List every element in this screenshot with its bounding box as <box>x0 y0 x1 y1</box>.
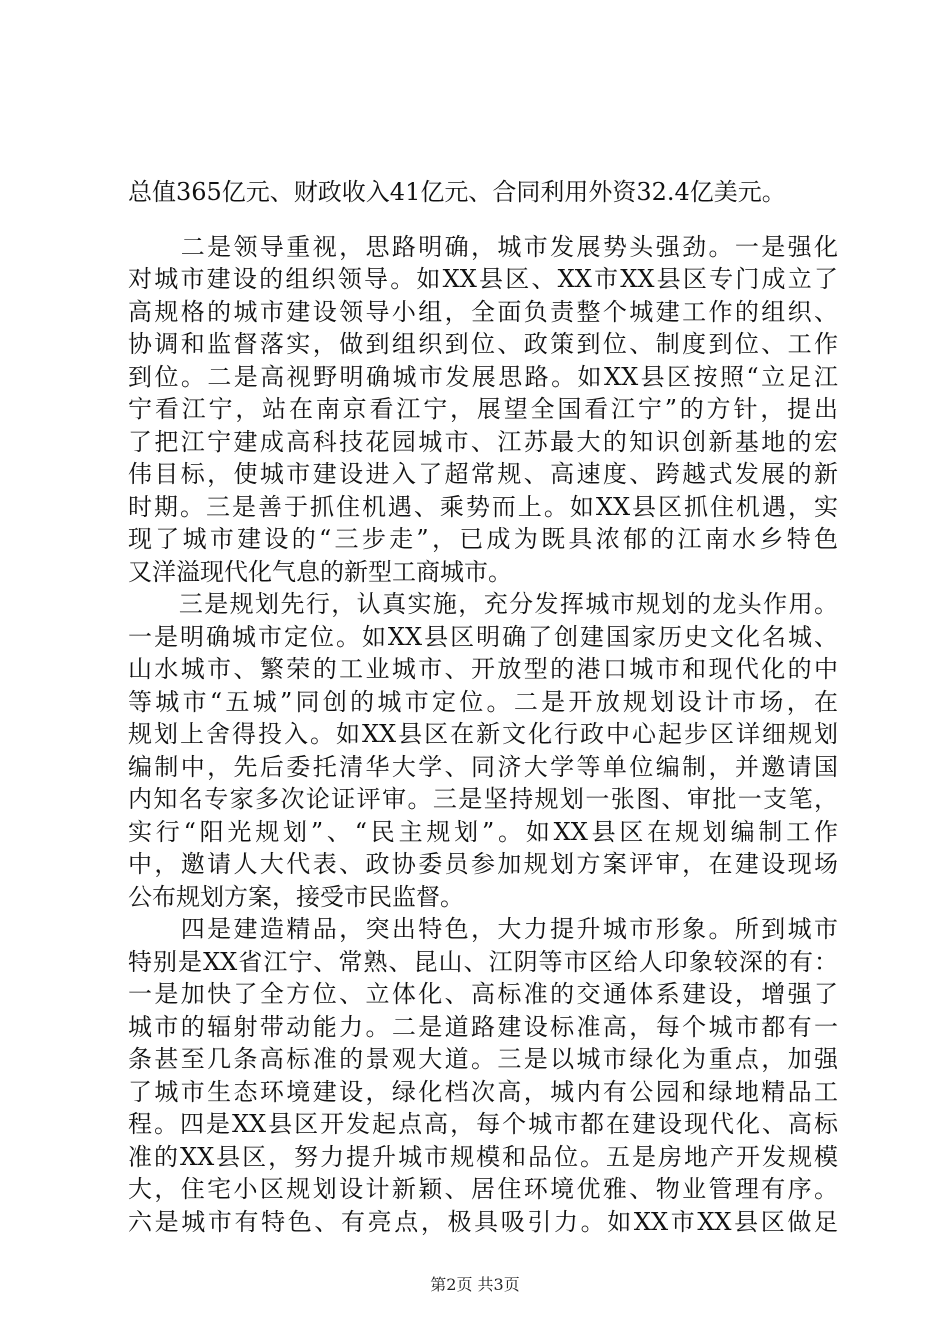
text-line: 了城市生态环境建设，绿化档次高，城内有公园和绿地精品工 <box>128 1077 838 1106</box>
text-line: 等城市“五城”同创的城市定位。二是开放规划设计市场，在 <box>128 687 838 716</box>
text-line: 协调和监督落实，做到组织到位、政策到位、制度到位、工作 <box>128 330 838 358</box>
text-line: 城市的辐射带动能力。二是道路建设标准高，每个城市都有一 <box>128 1012 838 1041</box>
text-line: 高规格的城市建设领导小组，全面负责整个城建工作的组织、 <box>128 297 838 326</box>
text-line: 条甚至几条高标准的景观大道。三是以城市绿化为重点，加强 <box>128 1045 838 1073</box>
text-line: 编制中，先后委托清华大学、同济大学等单位编制，并邀请国 <box>128 752 838 781</box>
text-line: 一是明确城市定位。如XX县区明确了创建国家历史文化名城、 <box>128 622 838 651</box>
text-line: 四是建造精品，突出特色，大力提升城市形象。所到城市 <box>128 915 838 943</box>
page-footer: 第2页 共3页 <box>430 1275 520 1294</box>
text-line: 公布规划方案，接受市民监督。 <box>128 882 464 911</box>
text-line: 伟目标，使城市建设进入了超常规、高速度、跨越式发展的新 <box>128 460 838 488</box>
text-line: 又洋溢现代化气息的新型工商城市。 <box>128 557 512 586</box>
body-text <box>128 176 838 1238</box>
text-line: 特别是XX省江宁、常熟、昆山、江阴等市区给人印象较深的有： <box>128 947 838 976</box>
paragraph-gap <box>128 209 838 231</box>
text-line: 大，住宅小区规划设计新颖、居住环境优雅、物业管理有序。 <box>128 1175 838 1203</box>
text-line: 程。四是XX县区开发起点高，每个城市都在建设现代化、高标 <box>128 1110 838 1138</box>
text-line: 山水城市、繁荣的工业城市、开放型的港口城市和现代化的中 <box>128 655 838 683</box>
text-line: 时期。三是善于抓住机遇、乘势而上。如XX县区抓住机遇，实 <box>128 492 838 521</box>
text-line: 实行“阳光规划”、“民主规划”。如XX县区在规划编制工作 <box>128 817 838 846</box>
text-line: 六是城市有特色、有亮点，极具吸引力。如XX市XX县区做足 <box>128 1207 838 1236</box>
text-line: 一是加快了全方位、立体化、高标准的交通体系建设，增强了 <box>128 980 838 1008</box>
text-line: 规划上舍得投入。如XX县区在新文化行政中心起步区详细规划 <box>128 720 838 748</box>
text-line: 中，邀请人大代表、政协委员参加规划方案评审，在建设现场 <box>128 850 838 878</box>
text-line: 现了城市建设的“三步走”，已成为既具浓郁的江南水乡特色 <box>128 525 838 553</box>
text-line: 三是规划先行，认真实施，充分发挥城市规划的龙头作用。 <box>128 590 838 618</box>
text-line: 对城市建设的组织领导。如XX县区、XX市XX县区专门成立了 <box>128 265 838 293</box>
text-line: 宁看江宁，站在南京看江宁，展望全国看江宁”的方针，提出 <box>128 395 838 423</box>
text-line: 了把江宁建成高科技花园城市、江苏最大的知识创新基地的宏 <box>128 427 838 456</box>
text-line: 二是领导重视，思路明确，城市发展势头强劲。一是强化 <box>128 232 838 261</box>
text-line: 总值365亿元、财政收入41亿元、合同利用外资32.4亿美元。 <box>128 178 786 206</box>
text-line: 到位。二是高视野明确城市发展思路。如XX县区按照“立足江 <box>128 362 838 391</box>
text-line: 内知名专家多次论证评审。三是坚持规划一张图、审批一支笔， <box>128 785 838 813</box>
text-line: 准的XX县区，努力提升城市规模和品位。五是房地产开发规模 <box>128 1142 838 1171</box>
